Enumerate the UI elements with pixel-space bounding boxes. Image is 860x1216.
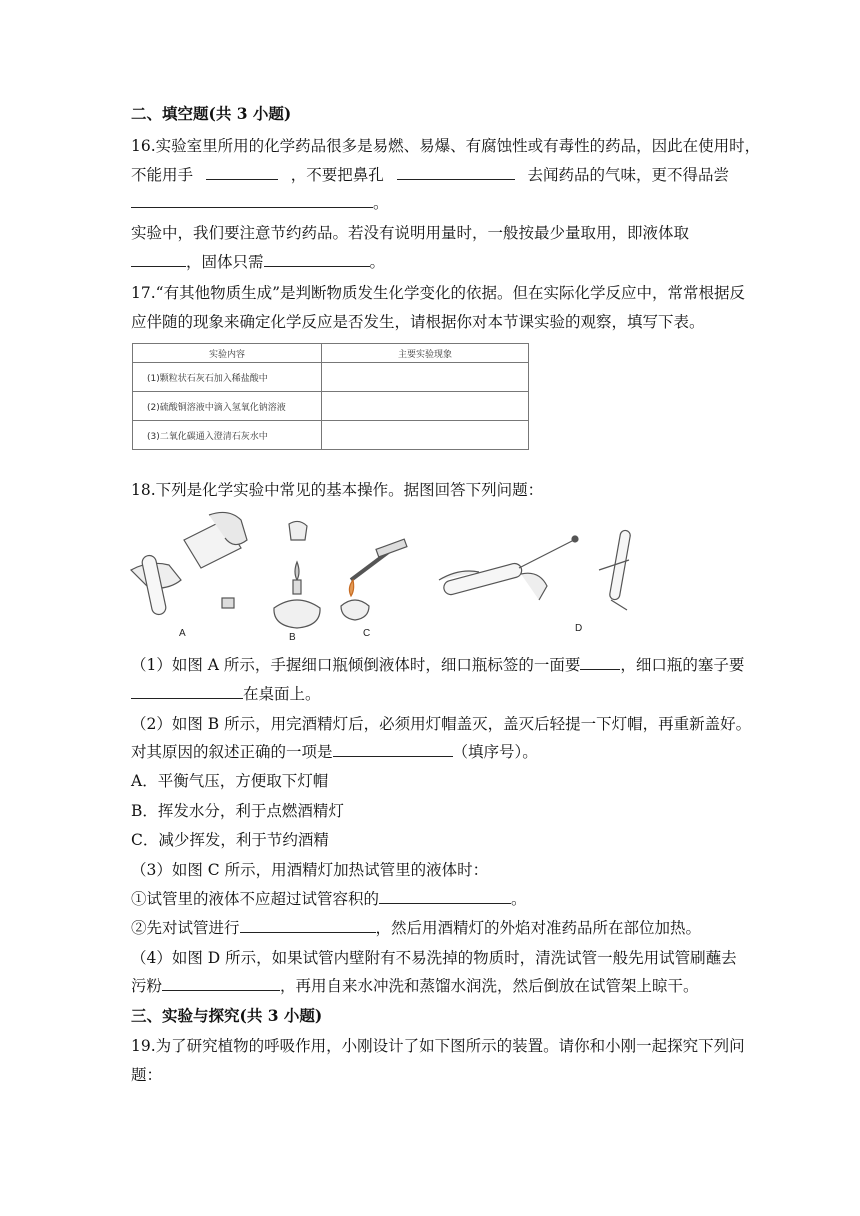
washing-tube-drawing xyxy=(439,530,631,610)
q18-p3-q1-text-b: 。 xyxy=(511,890,527,908)
q18-p2-text-a: 对其原因的叙述正确的一项是 xyxy=(131,743,333,761)
q18-p4-text-a: 污粉 xyxy=(131,977,163,995)
q18-p3-q2-text-b: ，然后用酒精灯的外焰对准药品所在部位加热。 xyxy=(375,919,702,937)
q16-text-b: ，不要把鼻孔 xyxy=(290,166,384,184)
q18-p3-q1-text-a: ①试管里的液体不应超过试管容积的 xyxy=(131,890,380,908)
q18-p4-line1: （4）如图 D 所示，如果试管内壁附有不易洗掉的物质时，清洗试管一般先用试管刷蘸去 xyxy=(131,949,737,967)
answer-blank[interactable] xyxy=(206,165,278,180)
answer-blank[interactable] xyxy=(333,742,453,757)
q16-line5 xyxy=(131,252,385,272)
alcohol-lamp-drawing xyxy=(274,521,320,628)
table-cell: (1)颗粒状石灰石加入稀盐酸中 xyxy=(133,363,322,392)
section2-title: 二、填空题(共 3 小题) xyxy=(131,104,292,123)
q18-p1-line1 xyxy=(131,655,744,675)
q16-line5-a: ，固体只需 xyxy=(186,253,264,271)
q16-line3-end: 。 xyxy=(373,194,389,212)
answer-blank[interactable] xyxy=(397,165,515,180)
table-row xyxy=(133,363,529,392)
q18-p3-q2 xyxy=(131,918,701,938)
q19-line1: 19.为了研究植物的呼吸作用，小刚设计了如下图所示的装置。请你和小刚一起探究下列问 xyxy=(131,1037,745,1055)
q18-p1-line2 xyxy=(131,684,321,704)
figure-label-a: A xyxy=(179,628,186,639)
answer-blank[interactable] xyxy=(379,889,511,904)
table-cell: (2)硫酸铜溶液中滴入氢氧化钠溶液 xyxy=(133,392,322,421)
table-row xyxy=(133,421,529,450)
answer-blank[interactable] xyxy=(131,252,186,267)
figure-label-b: B xyxy=(289,632,296,643)
q17-line1: 17.“有其他物质生成”是判断物质发生化学变化的依据。但在实际化学反应中，常常根据反 xyxy=(131,284,746,302)
answer-blank[interactable] xyxy=(264,252,370,267)
answer-cell[interactable] xyxy=(322,363,529,392)
q16-line2 xyxy=(131,165,729,185)
q16-line4: 实验中，我们要注意节约药品。若没有说明用量时，一般按最少量取用，即液体取 xyxy=(131,224,690,242)
table-header-phenomenon: 主要实验现象 xyxy=(322,344,529,363)
option-a: A．平衡气压，方便取下灯帽 xyxy=(131,772,329,790)
q18-p1-line2-text: 在桌面上。 xyxy=(243,685,321,703)
heating-tube-drawing xyxy=(341,539,407,620)
q18-intro: 18.下列是化学实验中常见的基本操作。据图回答下列问题： xyxy=(131,481,544,499)
q18-p1-text-a: （1）如图 A 所示，手握细口瓶倾倒液体时，细口瓶标签的一面要 xyxy=(131,656,581,674)
answer-blank[interactable] xyxy=(162,976,280,991)
section3-title: 三、实验与探究(共 3 小题) xyxy=(131,1006,323,1025)
q18-p1-text-b: ，细口瓶的塞子要 xyxy=(620,656,745,674)
table-header-content: 实验内容 xyxy=(133,344,322,363)
option-c: C．减少挥发，利于节约酒精 xyxy=(131,831,329,849)
observation-table xyxy=(132,343,529,450)
q18-p2-text-b: （填序号）。 xyxy=(452,743,538,761)
q17-line2: 应伴随的现象来确定化学反应是否发生，请根据你对本节课实验的观察，填写下表。 xyxy=(131,313,705,331)
q18-p3-q2-text-a: ②先对试管进行 xyxy=(131,919,240,937)
q18-p4-text-b: ，再用自来水冲洗和蒸馏水润洗，然后倒放在试管架上晾干。 xyxy=(280,977,699,995)
table-cell: (3)二氧化碳通入澄清石灰水中 xyxy=(133,421,322,450)
option-b: B．挥发水分，利于点燃酒精灯 xyxy=(131,802,344,820)
q19-line2: 题： xyxy=(131,1066,163,1084)
q16-line1: 16.实验室里所用的化学药品很多是易燃、易爆、有腐蚀性或有毒性的药品，因此在使用时， xyxy=(131,137,761,155)
q16-line5-b: 。 xyxy=(369,253,386,271)
q16-text-c: 去闻药品的气味，更不得品尝 xyxy=(527,166,729,184)
q18-p3-intro: （3）如图 C 所示，用酒精灯加热试管里的液体时： xyxy=(131,861,489,879)
answer-blank[interactable] xyxy=(131,684,243,699)
lab-operations-figure xyxy=(129,510,669,645)
answer-cell[interactable] xyxy=(322,392,529,421)
figure-label-c: C xyxy=(363,628,371,639)
q16-line3 xyxy=(131,193,389,213)
q18-p2-line2 xyxy=(131,742,538,762)
table-row xyxy=(133,392,529,421)
pouring-liquid-drawing xyxy=(131,512,247,615)
q18-p2-line1: （2）如图 B 所示，用完酒精灯后，必须用灯帽盖灭，盖灭后轻提一下灯帽，再重新盖好。 xyxy=(131,715,752,733)
answer-cell[interactable] xyxy=(322,421,529,450)
answer-blank[interactable] xyxy=(240,918,376,933)
q18-p3-q1 xyxy=(131,889,527,909)
figure-label-d: D xyxy=(575,623,583,634)
q16-text-a: 不能用手 xyxy=(131,166,194,184)
q18-p4-line2 xyxy=(131,976,699,996)
answer-blank[interactable] xyxy=(131,193,373,208)
lab-operations-illustration xyxy=(129,510,669,645)
answer-blank[interactable] xyxy=(580,655,620,670)
